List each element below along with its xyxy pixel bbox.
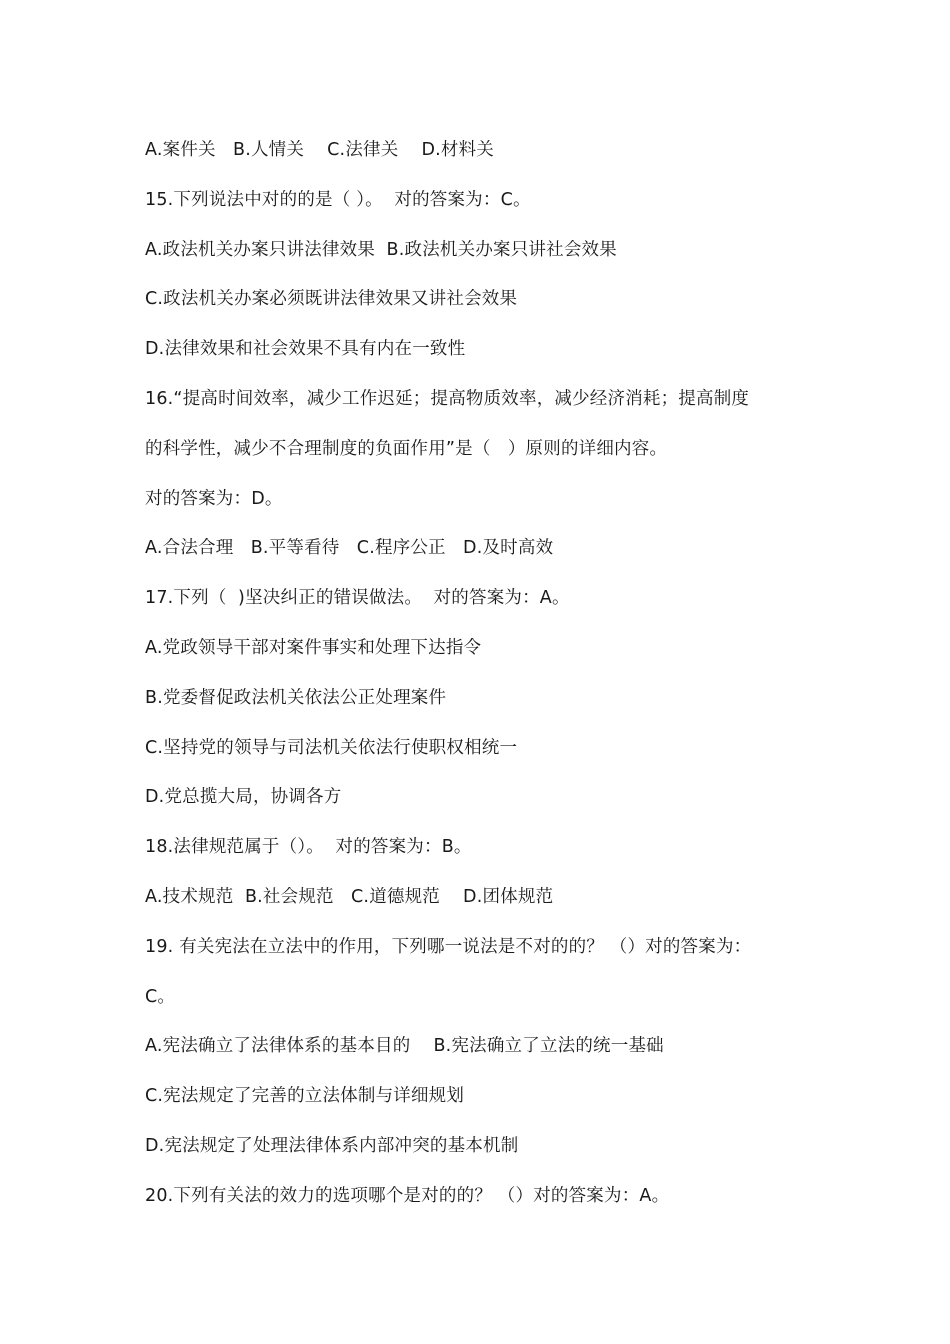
text-line: 16.“提高时间效率，减少工作迟延；提高物质效率，减少经济消耗；提高制度 [145, 388, 750, 409]
text-line: C.政法机关办案必须既讲法律效果又讲社会效果 [145, 289, 518, 310]
text-line: A.党政领导干部对案件事实和处理下达指令 [145, 637, 482, 658]
text-line: 18.法律规范属于（）。 对的答案为：B。 [145, 837, 472, 858]
text-line: D.宪法规定了处理法律体系内部冲突的基本机制 [145, 1135, 519, 1156]
text-line: A.宪法确立了法律体系的基本目的 B.宪法确立了立法的统一基础 [145, 1036, 664, 1057]
text-line: C.坚持党的领导与司法机关依法行使职权相统一 [145, 737, 518, 758]
text-line: C。 [145, 986, 176, 1007]
text-line: 对的答案为：D。 [145, 488, 283, 509]
text-line: 的科学性，减少不合理制度的负面作用”是（ ）原则的详细内容。 [145, 438, 668, 459]
text-line: A.技术规范 B.社会规范 C.道德规范 D.团体规范 [145, 886, 554, 907]
text-line: 15.下列说法中对的的是（ ）。 对的答案为：C。 [145, 189, 531, 210]
text-line: D.法律效果和社会效果不具有内在一致性 [145, 339, 466, 360]
text-line: B.党委督促政法机关依法公正处理案件 [145, 687, 447, 708]
text-line: D.党总揽大局，协调各方 [145, 787, 342, 808]
text-line: A.合法合理 B.平等看待 C.程序公正 D.及时高效 [145, 538, 554, 559]
document-body [145, 136, 825, 1232]
text-line: A.政法机关办案只讲法律效果 B.政法机关办案只讲社会效果 [145, 239, 617, 260]
text-line: 19. 有关宪法在立法中的作用，下列哪一说法是不对的的？ （）对的答案为： [145, 936, 752, 957]
text-line: 20.下列有关法的效力的选项哪个是对的的？ （）对的答案为：A。 [145, 1185, 670, 1206]
text-line: 17.下列（ )坚决纠正的错误做法。 对的答案为：A。 [145, 588, 570, 609]
text-line: C.宪法规定了完善的立法体制与详细规划 [145, 1086, 465, 1107]
text-line: A.案件关 B.人情关 C.法律关 D.材料关 [145, 140, 495, 160]
